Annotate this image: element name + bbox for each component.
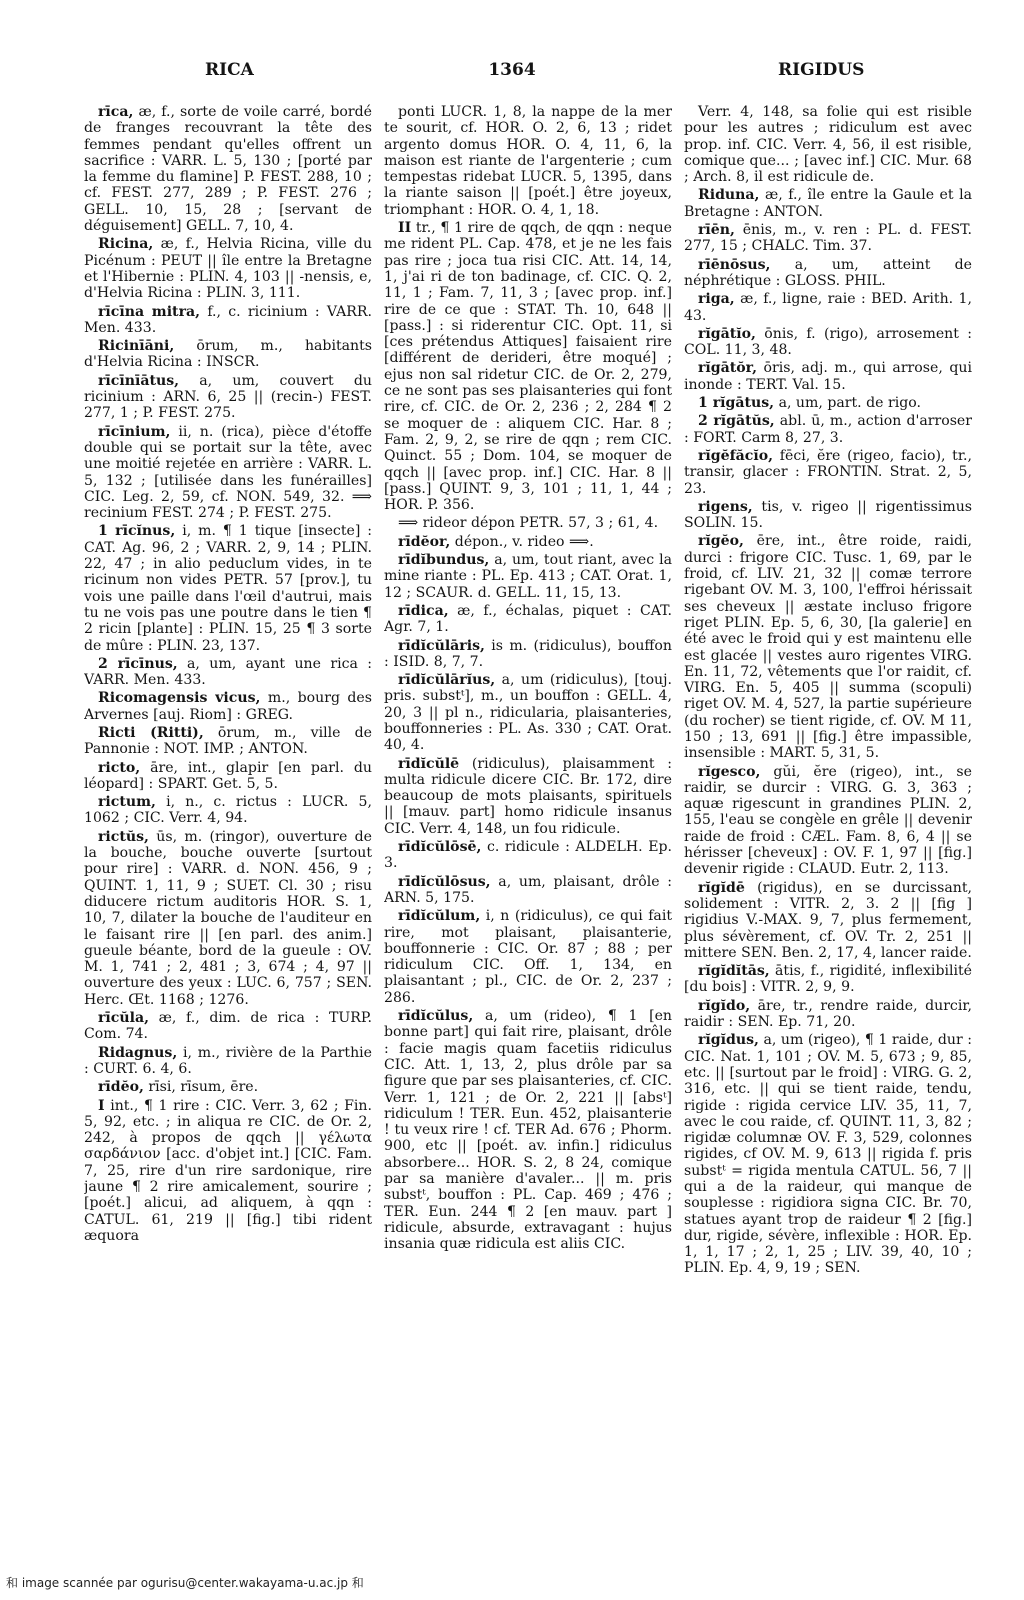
- entry-text: fēci, ĕre (rigeo, facio), tr., transir, glacer : FRONTIN. Strat. 2, 5, 23.: [684, 447, 972, 497]
- entry-text: āre, int., glapir [en parl. du léopard] : SPART. Get. 5, 5.: [84, 759, 372, 792]
- entry-text: ātis, f., rigidité, inflexibilité [du bois] : VITR. 2, 9, 9.: [684, 963, 972, 996]
- entry-text: rīsi, rīsum, ēre.: [148, 1079, 259, 1096]
- entry-text: āre, tr., rendre raide, durcir, raidir : SEN. Ep. 71, 20.: [684, 997, 972, 1031]
- entry-headword: 2 rĭgātŭs,: [698, 413, 775, 430]
- dictionary-entry: [384, 552, 672, 601]
- entry-text: a, um, tout riant, avec la mine riante : PL. Ep. 413 ; CAT. Orat. 1, 12 ; SCAUR. d. GELL. 11, 15, 13.: [384, 552, 672, 601]
- entry-text: æ, f., échalas, piquet : CAT. Agr. 7, 1.: [384, 602, 672, 636]
- dictionary-entry: [84, 104, 372, 234]
- entry-text: int., ¶ 1 rire : CIC. Verr. 3, 62 ; Fin. 5, 92, etc. ; in aliqua re CIC. de Or. 2, 242, à propos de qqch || γέλωτα σαρδάνιον [acc. d'objet int.] [CIC. Fam. 7, 25, rire d'un rire sardonique, rire jaune ¶ 2 rire amicalement, sourire ; [poét.] alicui, ad aliquem, à qqn : CATUL. 61, 219 || [fig.] tibi rident æquora: [84, 1097, 372, 1244]
- entry-headword: Ridagnus,: [98, 1044, 178, 1061]
- entry-headword: rīdica,: [398, 602, 449, 619]
- dictionary-entry: [84, 690, 372, 723]
- entry-headword: rīcīnīātus,: [98, 372, 180, 389]
- dictionary-entry: [84, 373, 372, 422]
- dictionary-entry: [684, 187, 972, 220]
- entry-headword: Ricti (Ritti),: [98, 724, 204, 741]
- dictionary-entry: [384, 104, 672, 218]
- column-3: [684, 104, 972, 1564]
- entry-headword: riga,: [698, 291, 735, 308]
- dictionary-entry: [384, 756, 672, 837]
- entry-text: æ, f., île entre la Gaule et la Bretagne : ANTON.: [684, 187, 972, 220]
- dictionary-entry: [84, 1079, 372, 1095]
- dictionary-entry: [384, 220, 672, 513]
- entry-text: ōris, adj. m., qui arrose, qui inonde : TERT. Val. 15.: [684, 360, 972, 393]
- entry-text: tis, v. rigeo || rigentissimus SOLIN. 15.: [684, 498, 972, 532]
- entry-headword: rīdĭcŭlārĭus,: [398, 672, 496, 689]
- dictionary-entry: [684, 257, 972, 290]
- entry-headword: rĭgĭdē: [698, 879, 745, 896]
- entry-text: abl. ū, m., action d'arroser : FORT. Carm 8, 27, 3.: [684, 413, 972, 446]
- dictionary-entry: [684, 395, 972, 411]
- dictionary-entry: [384, 603, 672, 636]
- entry-headword: rīēn,: [698, 222, 735, 239]
- dictionary-entry: [684, 413, 972, 446]
- entry-headword: rīdĭbundus,: [398, 552, 490, 569]
- entry-headword: I: [98, 1097, 105, 1114]
- entry-text: i, n., c. rictus : LUCR. 5, 1062 ; CIC. Verr. 4, 94.: [84, 794, 372, 827]
- entry-headword: ricto,: [98, 759, 141, 776]
- dictionary-entry: [84, 725, 372, 758]
- entry-text: æ, f., sorte de voile carré, bordé de franges recouvrant la tête des femmes pendant qu'elles offrent un sacrifice : VARR. L. 5, 130 ; [porté par la femme du flamine] P. FEST. 288, 10 ; cf. FEST. 277, 289 ; P. FEST. 276 ; GELL. 10, 15, 28 ; [servant de déguisement] GELL. 7, 10, 4.: [84, 104, 372, 235]
- entry-headword: rigens,: [698, 498, 753, 515]
- entry-text: æ, f., dim. de rica : TURP. Com. 74.: [84, 1010, 372, 1043]
- dictionary-entry: [84, 523, 372, 653]
- entry-text: a, um, plaisant, drôle : ARN. 5, 175.: [384, 873, 672, 906]
- entry-text: a, um (ridiculus), [touj. pris. substᵗ], m., un bouffon : GELL. 4, 20, 3 || pl n., ridicularia, plaisanteries, bouffonneries : PL. As. 330 ; CAT. Orat. 40, 4.: [384, 672, 672, 754]
- dictionary-entry: [84, 424, 372, 522]
- entry-text: ūs, m. (ringor), ouverture de la bouche, bouche ouverte [surtout pour rire] : VARR. d. NON. 456, 9 ; QUINT. 1, 11, 9 ; SUET. Cl. 30 ; risu diducere rictum auditoris HOR. S. 1, 10, 7, dilater la bouche de l'auditeur en le faisant rire || [en parl. des anim.] gueule béante, bord de la gueule : OV. M. 1, 741 ; 2, 481 ; 3, 674 ; 4, 97 || ouverture des yeux : LUC. 6, 757 ; SEN. Herc. Œt. 1168 ; 1276.: [84, 828, 372, 1008]
- entry-headword: rīdĭcŭlōsus,: [398, 873, 491, 890]
- entry-text: f., c. ricinium : VARR. Men. 433.: [84, 303, 372, 336]
- entry-text: is m. (ridiculus), bouffon : ISID. 8, 7, 7.: [384, 637, 672, 670]
- dictionary-entry: [384, 874, 672, 907]
- entry-headword: rĭgesco,: [698, 763, 761, 780]
- dictionary-entry: [384, 1008, 672, 1252]
- entry-headword: rīcīnium,: [98, 423, 171, 440]
- entry-text: dépon., v. rideo ⟹.: [454, 533, 594, 550]
- entry-text: i, n (ridiculus), ce qui fait rire, mot plaisant, plaisanterie, bouffonnerie : CIC. Or. 87 ; 88 ; per ridiculum CIC. Off. 1, 134, en plaisantant ; pl., CIC. de Or. 2, 237 ; 286.: [384, 908, 672, 1006]
- entry-headword: rīdĭcŭlē: [398, 755, 460, 772]
- dictionary-entry: [684, 764, 972, 878]
- entry-headword: rīdĕor,: [398, 533, 451, 550]
- header-left-guideword: RICA: [205, 60, 254, 80]
- entry-headword: 2 rīcīnus,: [98, 655, 178, 672]
- dictionary-entry: [684, 360, 972, 393]
- dictionary-columns: [84, 104, 972, 1564]
- entry-headword: rīdĭcŭlus,: [398, 1008, 474, 1025]
- column-1: [84, 104, 372, 1564]
- entry-text: ōrum, m., ville de Pannonie : NOT. IMP. ; ANTON.: [84, 724, 372, 758]
- entry-text: ii, n. (rica), pièce d'étoffe double qui se portait sur la tête, avec une moitié rejetée en arrière : VARR. L. 5, 132 ; [utilisée dans les funérailles] CIC. Leg. 2, 59, cf. NON. 549, 32. ⟹ recinium FEST. 274 ; P. FEST. 275.: [84, 423, 372, 522]
- entry-text: tr., ¶ 1 rire de qqch, de qqn : neque me rident PL. Cap. 478, et je ne les fais pas rire ; joca tua risi CIC. Att. 14, 14, 1, j'ai ri de ton badinage, cf. CIC. Q. 2, 11, 1 ; Fam. 7, 11, 3 ; [avec prop. inf.] rire de ce que : STAT. Th. 10, 648 || [pass.] : si riderentur CIC. Opt. 11, si [ces prétendus Attiques] faisaient rire [différent de derideri, être moqué] ; ejus non sal ridetur CIC. de Or. 2, 279, ce ne sont pas ses plaisanteries qui font rire, cf. CIC. de Or. 2, 236 ; 2, 284 ¶ 2 se moquer de : aliquem CIC. Har. 8 ; Fam. 2, 9, 2, se rire de qqn ; rem CIC. Quinct. 55 ; Dom. 104, se moquer de qqch || [avec prop. inf.] CIC. Har. 8 || [pass.] QUINT. 9, 3, 101 ; 11, 1, 44 ; HOR. P. 356.: [384, 220, 672, 514]
- dictionary-entry: [84, 304, 372, 337]
- entry-text: ōrum, m., habitants d'Helvia Ricina : INSCR.: [84, 338, 372, 371]
- entry-headword: rĭgĕo,: [698, 533, 744, 550]
- entry-text: a, um, couvert du ricinium : ARN. 6, 25 || (recin-) FEST. 277, 1 ; P. FEST. 275.: [84, 372, 372, 422]
- entry-headword: rictŭs,: [98, 828, 149, 845]
- entry-text: ēnis, m., v. ren : PL. d. FEST. 277, 15 ; CHALC. Tim. 37.: [684, 222, 972, 255]
- dictionary-entry: [684, 291, 972, 324]
- header-right-guideword: RIGIDUS: [778, 60, 865, 80]
- dictionary-entry: [684, 533, 972, 761]
- dictionary-entry: [384, 534, 672, 550]
- dictionary-entry: [684, 326, 972, 359]
- entry-headword: Ricinīāni,: [98, 338, 175, 355]
- dictionary-entry: [84, 829, 372, 1008]
- dictionary-entry: [384, 515, 672, 531]
- entry-headword: Ricina,: [98, 236, 154, 253]
- entry-headword: rictum,: [98, 794, 156, 811]
- dictionary-entry: [684, 222, 972, 255]
- entry-text: m., bourg des Arvernes [auj. Riom] : GREG.: [84, 690, 372, 723]
- entry-headword: rīdĕo,: [98, 1079, 144, 1096]
- entry-text: a, um, atteint de néphrétique : GLOSS. PHIL.: [684, 256, 972, 289]
- entry-headword: rīēnōsus,: [698, 256, 771, 273]
- dictionary-entry: [84, 760, 372, 793]
- entry-text: (ridiculus), plaisamment : multa ridicule dicere CIC. Br. 172, dire beaucoup de mots plaisants, spirituels || [mauv. part] homo ridicule insanus CIC. Verr. 4, 148, un fou ridicule.: [384, 755, 672, 837]
- entry-headword: 1 rĭgātus,: [698, 395, 775, 412]
- entry-text: ponti LUCR. 1, 8, la nappe de la mer te sourit, cf. HOR. O. 2, 6, 13 ; ridet argento domus HOR. O. 4, 11, 6, la maison est riante de l'argenterie ; cum tempestas ridebat LUCR. 5, 1395, dans la riante saison || [poét.] être joyeux, triomphant : HOR. O. 4, 1, 18.: [384, 104, 672, 218]
- entry-text: a, um, part. de rigo.: [778, 395, 921, 412]
- entry-headword: 1 rīcĭnus,: [98, 523, 176, 540]
- entry-headword: rĭgātŏr,: [698, 360, 757, 377]
- page-header: [0, 60, 1024, 90]
- dictionary-entry: [384, 908, 672, 1006]
- dictionary-entry: [84, 1098, 372, 1245]
- dictionary-entry: [684, 880, 972, 961]
- entry-headword: II: [398, 220, 412, 237]
- entry-headword: rīcīna mitra,: [98, 303, 201, 320]
- scan-credit: 和 image scannée par ogurisu@center.wakayama-u.ac.jp 和: [6, 1576, 364, 1590]
- entry-text: a, um (rigeo), ¶ 1 raide, dur : CIC. Nat. 1, 101 ; OV. M. 5, 673 ; 9, 85, etc. || [surtout par le froid] : VIRG. G. 2, 316, etc. || qui se tient raide, tendu, rigide : rigida cervice LIV. 35, 11, 7, avec le cou raide, cf. QUINT. 11, 3, 82 ; rigidæ columnæ OV. F. 3, 529, colonnes rigides, cf OV. M. 9, 613 || rigida f. pris substᵗ = rigida mentula CATUL. 56, 7 || qui a de la raideur, qui manque de souplesse : rigidiora signa CIC. Br. 70, statues ayant trop de raideur ¶ 2 [fig.] dur, rigide, sévère, inflexible : HOR. Ep. 1, 1, 17 ; 2, 1, 25 ; LIV. 39, 40, 10 ; PLIN. Ep. 4, 9, 19 ; SEN.: [684, 1032, 972, 1277]
- entry-headword: rĭgĭdo,: [698, 997, 751, 1014]
- entry-text: ōnis, f. (rigo), arrosement : COL. 11, 3, 48.: [684, 325, 972, 359]
- dictionary-entry: [684, 499, 972, 532]
- dictionary-entry: [384, 839, 672, 872]
- page-number: 1364: [488, 60, 536, 80]
- entry-text: i, m., rivière de la Parthie : CURT. 6. 4, 6.: [84, 1044, 372, 1077]
- entry-text: (rigidus), en se durcissant, solidement : VITR. 2, 3. 2 || [fig ] rigidius V.-MAX. 9, 7, plus fermement, plus sévèrement, cf. OV. Tr. 2, 251 || mittere SEN. Ben. 2, 17, 4, lancer raide.: [684, 879, 972, 961]
- entry-text: Verr. 4, 148, sa folie qui est risible pour les autres ; ridiculum est avec prop. inf. CIC. Verr. 4, 56, il est risible, comique que... ; [avec inf.] CIC. Mur. 68 ; Arch. 8, il est ridicule de.: [684, 104, 972, 186]
- dictionary-entry: [684, 998, 972, 1031]
- entry-text: gŭi, ĕre (rigeo), int., se raidir, se durcir : VIRG. G. 3, 363 ; aquæ rigescunt in grandines PLIN. 2, 155, l'eau se congèle en grêle || devenir raide de froid : CÆL. Fam. 8, 6, 4 || se hérisser [cheveux] : OV. F. 1, 97 || [fig.] devenir rigide : CLAUD. Eutr. 2, 113.: [684, 763, 972, 878]
- dictionary-entry: [384, 638, 672, 671]
- dictionary-entry: [84, 1010, 372, 1043]
- dictionary-entry: [84, 1045, 372, 1078]
- dictionary-entry: [684, 104, 972, 185]
- entry-text: ⟹ rideor dépon PETR. 57, 3 ; 61, 4.: [398, 515, 659, 532]
- dictionary-entry: [684, 963, 972, 996]
- entry-headword: rĭgātĭo,: [698, 325, 756, 342]
- entry-text: i, m. ¶ 1 tique [insecte] : CAT. Ag. 96, 2 ; VARR. 2, 9, 14 ; PLIN. 22, 47 ; in alio peduclum vides, in te ricinum non vides PETR. 57 [prov.], tu vois une paille dans l'œil d'autrui, mais tu ne vois pas une poutre dans le tien ¶ 2 ricin [plante] : PLIN. 15, 25 ¶ 3 sorte de mûre : PLIN. 23, 137.: [84, 523, 372, 654]
- column-2: [384, 104, 672, 1564]
- dictionary-entry: [84, 656, 372, 689]
- entry-headword: Ricomagensis vicus,: [98, 690, 261, 707]
- entry-headword: rĭgĭdus,: [698, 1032, 759, 1049]
- entry-headword: rĭgĭdĭtās,: [698, 963, 770, 980]
- entry-text: ēre, int., être roide, raidi, durci : frigore CIC. Tusc. 1, 69, par le froid, cf. LIV. 21, 32 || comæ terrore rigebant OV. M. 3, 100, l'effroi hérissait ses cheveux || æstate incluso frigore riget PLIN. Ep. 5, 6, 30, [la galerie] en été avec le froid qui y est maintenu elle est glacée || vestes auro rigentes VIRG. En. 11, 72, vêtements que l'or raidit, cf. VIRG. En. 5, 405 || summa (scopuli) riget OV. M. 4, 527, la partie supérieure (du rocher) se tient rigide, cf. OV. M 11, 150 ; 13, 691 || [fig.] être impassible, insensible : MART. 5, 31, 5.: [684, 533, 972, 762]
- entry-headword: rīdĭcŭlōsē,: [398, 839, 482, 856]
- dictionary-entry: [84, 236, 372, 301]
- entry-headword: rīdĭcŭlāris,: [398, 637, 485, 654]
- dictionary-entry: [684, 1032, 972, 1276]
- entry-headword: rīca,: [98, 104, 134, 120]
- entry-headword: rīcŭla,: [98, 1010, 150, 1027]
- dictionary-entry: [84, 794, 372, 827]
- dictionary-entry: [684, 448, 972, 497]
- entry-text: c. ridicule : ALDELH. Ep. 3.: [384, 839, 672, 872]
- entry-text: a, um, ayant une rica : VARR. Men. 433.: [84, 655, 372, 689]
- dictionary-entry: [384, 672, 672, 753]
- dictionary-entry: [84, 338, 372, 371]
- entry-headword: rĭgĕfăcĭo,: [698, 447, 774, 464]
- entry-headword: rīdĭcŭlum,: [398, 908, 481, 925]
- entry-text: æ, f., Helvia Ricina, ville du Picénum : PEUT || île entre la Bretagne et l'Hibernie : PLIN. 4, 103 || -nensis, e, d'Helvia Ricina : PLIN. 3, 111.: [84, 236, 372, 302]
- entry-text: æ, f., ligne, raie : BED. Arith. 1, 43.: [684, 291, 972, 324]
- entry-headword: Riduna,: [698, 187, 760, 204]
- entry-text: a, um (rideo), ¶ 1 [en bonne part] qui fait rire, plaisant, drôle : facie magis quam facetiis ridiculus CIC. Att. 1, 13, 2, plus drôle par sa figure que par ses plaisanteries, cf. CIC. Verr. 1, 121 ; de Or. 2, 221 || [absᵗ] ridiculum ! TER. Eun. 452, plaisanterie ! tu veux rire ! cf. TER Ad. 676 ; Phorm. 900, etc || [poét. av. infin.] ridiculus absorbere... HOR. S. 2, 8 24, comique par sa manière d'avaler... || m. pris substᵗ, bouffon : PL. Cap. 469 ; 476 ; TER. Eun. 244 ¶ 2 [en mauv. part ] ridicule, absurde, extravagant : hujus insania quæ ridicula est aliis CIC.: [384, 1008, 672, 1253]
